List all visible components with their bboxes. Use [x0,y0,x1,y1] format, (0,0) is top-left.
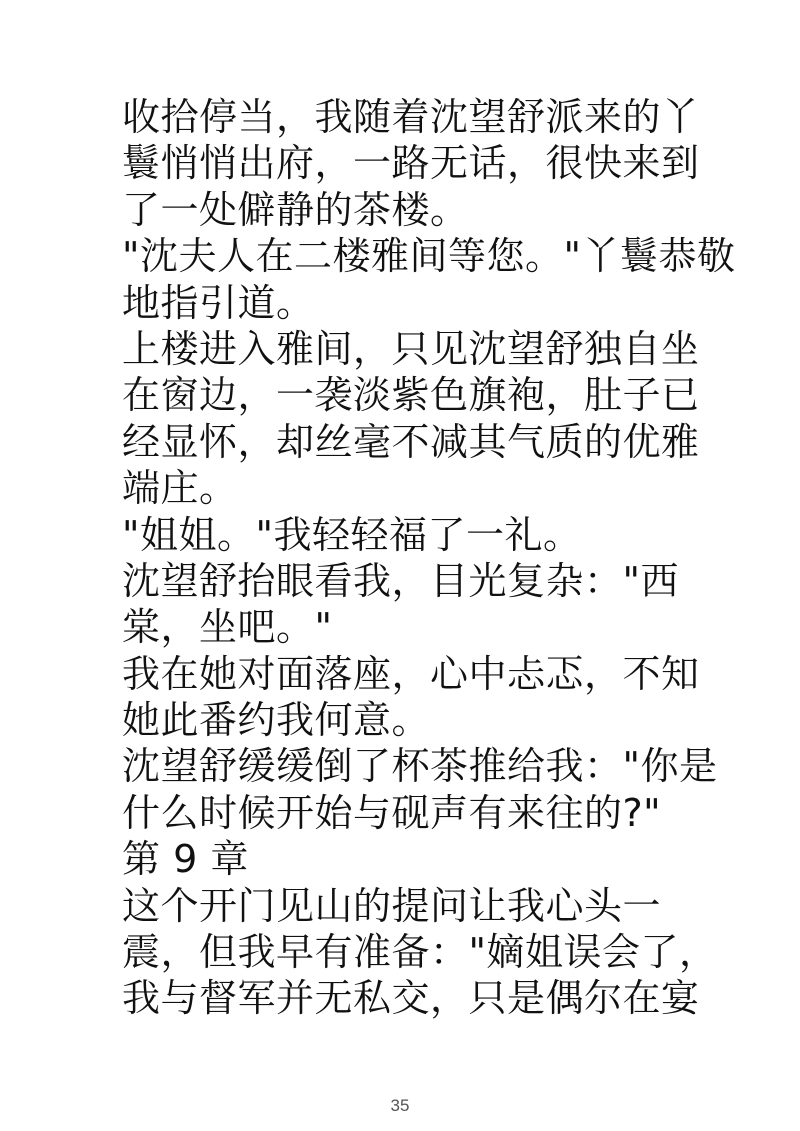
text-line: 地指引道。 [122,280,315,325]
text-line: 经显怀，却丝毫不减其气质的优雅 [122,419,700,464]
text-line: 上楼进入雅间，只见沈望舒独自坐 [122,326,700,371]
text-line: 这个开门见山的提问让我心头一 [122,883,662,928]
text-line: 了一处僻静的茶楼。 [122,187,469,232]
text-line: 什么时候开始与砚声有来往的?" [122,790,662,835]
text-line: "沈夫人在二楼雅间等您。"丫鬟恭敬 [122,234,736,279]
text-line: 端庄。 [122,466,238,511]
text-line: 收拾停当，我随着沈望舒派来的丫 [122,95,700,139]
text-line: 我与督军并无私交，只是偶尔在宴 [122,976,700,1021]
text-line: 棠，坐吧。" [122,605,333,650]
chapter-heading: 第 9 章 [122,837,249,882]
text-line: 鬟悄悄出府，一路无话，很快来到 [122,141,700,186]
text-line: 她此番约我何意。 [122,698,431,743]
page-text [122,94,736,1022]
text-line: "姐姐。"我轻轻福了一礼。 [122,512,582,557]
text-line: 沈望舒缓缓倒了杯茶推给我："你是 [122,744,718,789]
text-line: 震，但我早有准备："嫡姐误会了， [122,930,718,975]
text-line: 在窗边，一袭淡紫色旗袍，肚子已 [122,373,700,418]
text-line: 我在她对面落座，心中忐忑，不知 [122,651,700,696]
page-number: 35 [390,1096,410,1115]
text-line: 沈望舒抬眼看我，目光复杂："西 [122,558,679,603]
